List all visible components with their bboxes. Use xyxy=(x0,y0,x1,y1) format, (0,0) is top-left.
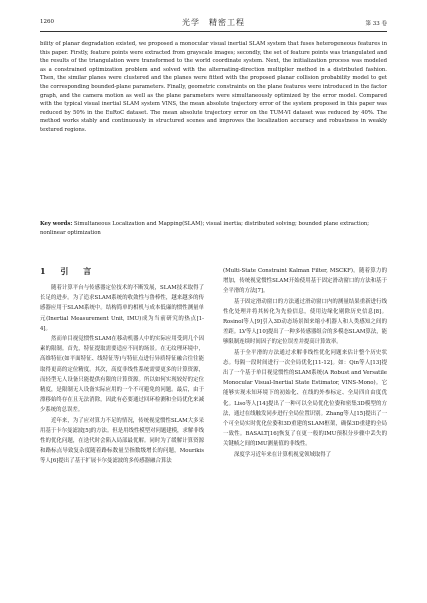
section-title: 1 引 言 xyxy=(40,266,98,276)
paragraph: 基于全平滑的方法通过求解非线性优化问题来估计整个历史状态。每隔一段时间进行一次全局优化[11-12]。如：Qin等人[13]提出了一个基于单目视觉惯性的SLAM系统(A Robust and Versatile Monocular Visual-Inertial State Estimator, VINS-Mono)。它能够实现未知环境下的初始化、在线的外参标定、全局四自由度优化。Liso等人[14]提出了一种可以全局优化位姿和密集3D模型的方法，通过在线触发同步进行全局位置识别。Zhang等人[15]提出了一个可全局实时优化位姿和3D重建的SLAM框架，确保3D重建的全局一致性。BASALT[16]恢复了在更一般的IMU预积分步骤中丢失的关键帧之间的IMU测量值的非线性。 xyxy=(223,349,387,448)
page-number: 1260 xyxy=(40,19,54,25)
right-column xyxy=(223,266,387,460)
keywords-text: Simultaneous Localization and Mapping(SLAM); visual inertia; distributed solving; bounded plane extraction; nonlinear optimization xyxy=(40,221,370,236)
abstract xyxy=(40,40,387,135)
paragraph: 随着计算平台与传感器定位技术的不断发展，SLAM技术取得了长足的进步。为了追求SLAM系统的收敛性与鲁棒性，越来越多的传感器应用于SLAM系统中。结构简单的相机与成本低廉的惯性测量单元(Inertial Measurement Unit, IMU)成为当前研究的热点[1-4]。 xyxy=(40,285,204,332)
paragraph: 深度学习近年来在计算机视觉领域取得了 xyxy=(234,451,332,458)
paragraph: 近年来，为了应对算力不足的情况，传统视觉惯性SLAM大多采用基于卡尔曼滤波[5]的方法。但是用线性模型对问题建模，求解非线性的优化问题，在迭代时会陷入局部最优解。同时为了缓解计算资源和路标点导致复杂度随着路标数量呈指数级增长的问题，Mourikis等人[6]提出了基于扩展卡尔曼滤波的多传感器融合算法 xyxy=(40,417,204,465)
header-rule xyxy=(40,31,387,32)
paragraph: 基于固定滑动窗口的方法通过滑动窗口内的测量结果重新进行线性化处理并将其转化为先验信息，使用边缘化剔除历史信息[8]。Rosinol等人[9]引入3D动态场景图来缩小机器人和人类感知之间的差距。LV等人[10]提出了一种多传感器组合的多模态SLAM算法，能够限制连续时间因子的定位误差并提高计算效率。 xyxy=(223,298,387,346)
paragraph: 然而单目视觉惯性SLAM在移动机器人中的实际应用受到几个因素的限制。首先，特征提取需要适应不同的场景。在无纹理环境中，高维特征(如平面特征、线特征等)与特征点进行异质特征融合往往能取得更高的定位精度。其次，高度非线性系统需要更多的计算资源，而轻型无人设备只能提供有限的计算资源。所以如何实现较好的定位精度，是限制无人设备实际应用的一个不可避免的问题。最后，由于漂移始终存在且无法消除，因此有必要通过回环检测和全局优化来减少系统的总误差。 xyxy=(40,336,204,414)
page-header xyxy=(40,17,387,31)
keywords xyxy=(40,220,387,237)
keywords-label: Key words: xyxy=(40,221,73,227)
paragraph: (Multi-State Constraint Kalman Filter, MSCKF)。随着算力的增加，传统视觉惯性SLAM开始使用基于固定滑动窗口的方法和基于全平滑的方法[7]。 xyxy=(223,268,387,295)
left-column xyxy=(40,283,204,467)
journal-name: 光学 精密工程 xyxy=(182,18,245,27)
volume-label: 第 33 卷 xyxy=(365,21,387,27)
abstract-text: bility of planar degradation existed, we proposed a monocular visual inertial SLAM system that fuses heterogeneous features in this paper. Firstly, feature points were extracted from grayscale images; secondly, the set of feature points was triangulated and the results of the triangulation were transformed to the world coordinate system. Next, the initialization process was modeled as a constrained optimization problem and solved with the alternating-direction multiplier method in a distributed fashion. Then, the similar planes were clustered and the planes were fitted with the proposed planar collision probability model to get the corresponding bounded-plane parameters. Finally, geometric constraints on the plane features were introduced in the factor graph, and the camera motion as well as the plane parameters were simultaneously optimized by the error model. Compared with the typical visual inertial SLAM system VINS, the mean absolute trajectory error of the system proposed in this paper was reduced by 50% in the EuRoC dataset. The mean absolute trajectory error on the TUM-VI dataset was reduced by 40%. The method works stably and continuously in structured scenes and improves the localization accuracy and robustness in weakly textured regions. xyxy=(40,41,387,133)
